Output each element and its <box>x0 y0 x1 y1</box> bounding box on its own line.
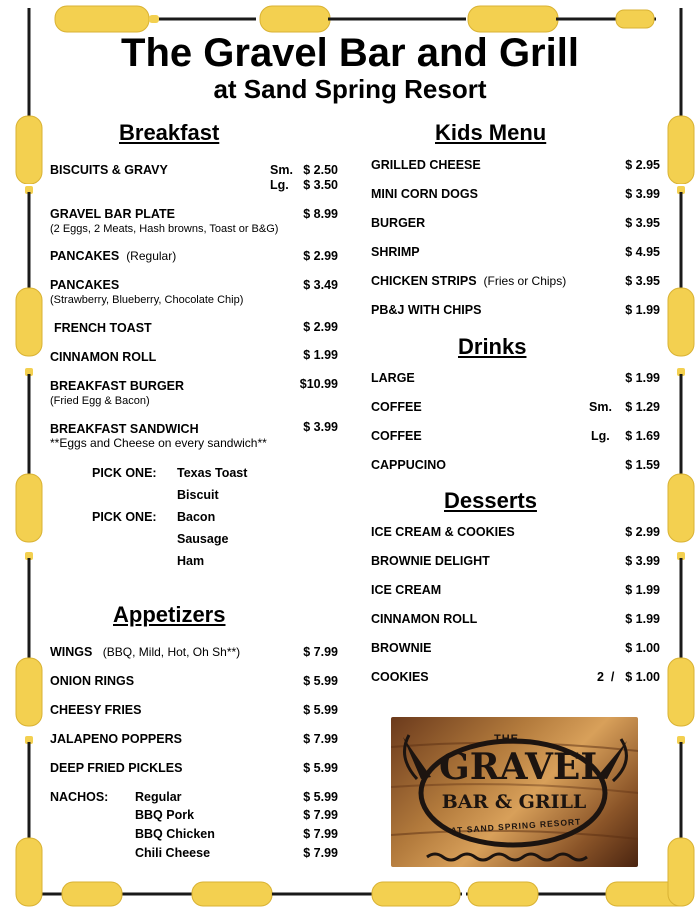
price: $ 1.99 <box>625 612 660 626</box>
menu-item-label: CHICKEN STRIPS <box>371 274 477 288</box>
price: $ 2.99 <box>303 249 338 263</box>
menu-item-name: JALAPENO POPPERS <box>50 732 182 746</box>
menu-item-name: ICE CREAM & COOKIES <box>371 525 515 539</box>
menu-item-name: SHRIMP <box>371 245 420 259</box>
menu-item-name: BROWNIE DELIGHT <box>371 554 490 568</box>
menu-item-name: CINNAMON ROLL <box>371 612 478 626</box>
nachos-label: NACHOS: <box>50 790 109 804</box>
menu-item-label: PANCAKES <box>50 249 120 263</box>
logo-gravel: GRAVEL <box>439 746 606 788</box>
size-label: Lg. <box>591 429 610 443</box>
fishing-fly-left-icon <box>403 735 431 779</box>
pick-option: Ham <box>177 554 205 568</box>
menu-item-name: PB&J WITH CHIPS <box>371 303 482 317</box>
paddle-left-5 <box>14 736 44 908</box>
menu-item-note: **Eggs and Cheese on every sandwich** <box>50 436 267 450</box>
price: $ 2.99 <box>625 525 660 539</box>
menu-item-name: BREAKFAST BURGER <box>50 379 185 393</box>
menu-item-name: MINI CORN DOGS <box>371 187 478 201</box>
price: $ 5.99 <box>303 703 338 717</box>
menu-item-note: (Fried Egg & Bacon) <box>50 395 150 407</box>
pick-option: Texas Toast <box>177 466 248 480</box>
price: $ 3.99 <box>303 420 338 434</box>
logo-resort: AT SAND SPRING RESORT <box>450 816 582 836</box>
menu-item-name <box>371 274 566 289</box>
menu-item-name: LARGE <box>371 371 415 385</box>
price: $ 1.99 <box>625 583 660 597</box>
pick-option: Biscuit <box>177 488 219 502</box>
menu-item-note: (Strawberry, Blueberry, Chocolate Chip) <box>50 294 244 306</box>
price: $ 7.99 <box>303 808 338 822</box>
paddle-right-3 <box>666 368 696 544</box>
price: $ 1.29 <box>625 400 660 414</box>
price: $ 2.99 <box>303 320 338 334</box>
price: $ 4.95 <box>625 245 660 259</box>
menu-item-name: BROWNIE <box>371 641 432 655</box>
paddle-right-4 <box>666 552 696 728</box>
price: $ 5.99 <box>303 674 338 688</box>
paddle-right-5 <box>666 736 696 908</box>
page-title: The Gravel Bar and Grill <box>121 31 579 75</box>
price: $ 1.99 <box>303 348 338 362</box>
price: $ 5.99 <box>303 761 338 775</box>
price: $ 5.99 <box>303 790 338 804</box>
menu-item-name: COFFEE <box>371 400 422 414</box>
price: $ 8.99 <box>303 207 338 221</box>
menu-item-name: CHEESY FRIES <box>50 703 142 717</box>
menu-item-name: PANCAKES <box>50 278 120 292</box>
menu-item-name: BREAKFAST SANDWICH <box>50 422 199 436</box>
price: $ 2.95 <box>625 158 660 172</box>
price: $ 3.95 <box>625 216 660 230</box>
paddle-left-3 <box>14 368 44 544</box>
price: $ 3.99 <box>625 187 660 201</box>
price: $ 3.99 <box>625 554 660 568</box>
paddle-left-4 <box>14 552 44 728</box>
menu-item-name: GRAVEL BAR PLATE <box>50 207 176 221</box>
price: $ 7.99 <box>303 827 338 841</box>
pick-one-label: PICK ONE: <box>92 510 157 524</box>
drinks-heading: Drinks <box>458 334 527 359</box>
price: $ 1.00 <box>625 670 660 684</box>
restaurant-logo <box>391 717 638 867</box>
size-label: Sm. <box>270 163 293 177</box>
menu-item-name: ONION RINGS <box>50 674 135 688</box>
price: $ 7.99 <box>303 645 338 659</box>
pick-option: Bacon <box>177 510 216 524</box>
menu-item-note: (BBQ, Mild, Hot, Oh Sh**) <box>102 645 241 659</box>
menu-item-label: WINGS <box>50 645 93 659</box>
paddle-left-2 <box>14 186 44 358</box>
menu-item-name <box>50 645 240 660</box>
desserts-heading: Desserts <box>444 488 537 513</box>
price: $ 1.99 <box>625 303 660 317</box>
price: $10.99 <box>299 377 338 391</box>
paddle-right-2 <box>666 186 696 358</box>
quantity-label: 2 / <box>597 670 615 684</box>
price: $ 1.99 <box>625 371 660 385</box>
kids-menu-heading: Kids Menu <box>435 120 547 145</box>
page-subtitle: at Sand Spring Resort <box>213 74 487 104</box>
menu-item-name: CINNAMON ROLL <box>50 350 157 364</box>
logo-the: THE <box>494 733 519 745</box>
price: $ 3.95 <box>625 274 660 288</box>
price: $ 7.99 <box>303 732 338 746</box>
menu-item-name: COOKIES <box>371 670 429 684</box>
menu-item-name: CAPPUCINO <box>371 458 447 472</box>
menu-item-name: ICE CREAM <box>371 583 442 597</box>
menu-item-name: GRILLED CHEESE <box>371 158 481 172</box>
paddle-bottom-left <box>42 880 274 908</box>
paddle-bottom-middle <box>272 880 462 908</box>
price: $ 3.50 <box>303 178 338 192</box>
menu-item-name <box>50 249 176 264</box>
breakfast-heading: Breakfast <box>119 120 220 145</box>
nachos-option: BBQ Chicken <box>135 827 215 841</box>
nachos-option: Chili Cheese <box>135 846 211 860</box>
menu-item-note: (Fries or Chips) <box>483 274 567 288</box>
pick-one-label: PICK ONE: <box>92 466 157 480</box>
pick-option: Sausage <box>177 532 229 546</box>
size-label: Sm. <box>589 400 612 414</box>
price: $ 3.49 <box>303 278 338 292</box>
price: $ 2.50 <box>303 163 338 177</box>
menu-item-name: FRENCH TOAST <box>54 321 152 335</box>
nachos-option: BBQ Pork <box>135 808 195 822</box>
price: $ 1.59 <box>625 458 660 472</box>
price: $ 7.99 <box>303 846 338 860</box>
menu-item-name: BISCUITS & GRAVY <box>50 163 168 177</box>
menu-item-name: DEEP FRIED PICKLES <box>50 761 183 775</box>
logo-bar-grill: BAR & GRILL <box>441 791 587 813</box>
size-label: Lg. <box>270 178 289 192</box>
menu-item-name: COFFEE <box>371 429 422 443</box>
paddle-bottom-right <box>466 880 698 908</box>
price: $ 1.00 <box>625 641 660 655</box>
nachos-option: Regular <box>135 790 182 804</box>
menu-item-note: (Regular) <box>126 249 177 263</box>
menu-item-name: BURGER <box>371 216 426 230</box>
menu-item-note: (2 Eggs, 2 Meats, Hash browns, Toast or B&G) <box>50 223 279 235</box>
appetizers-heading: Appetizers <box>113 602 226 627</box>
price: $ 1.69 <box>625 429 660 443</box>
